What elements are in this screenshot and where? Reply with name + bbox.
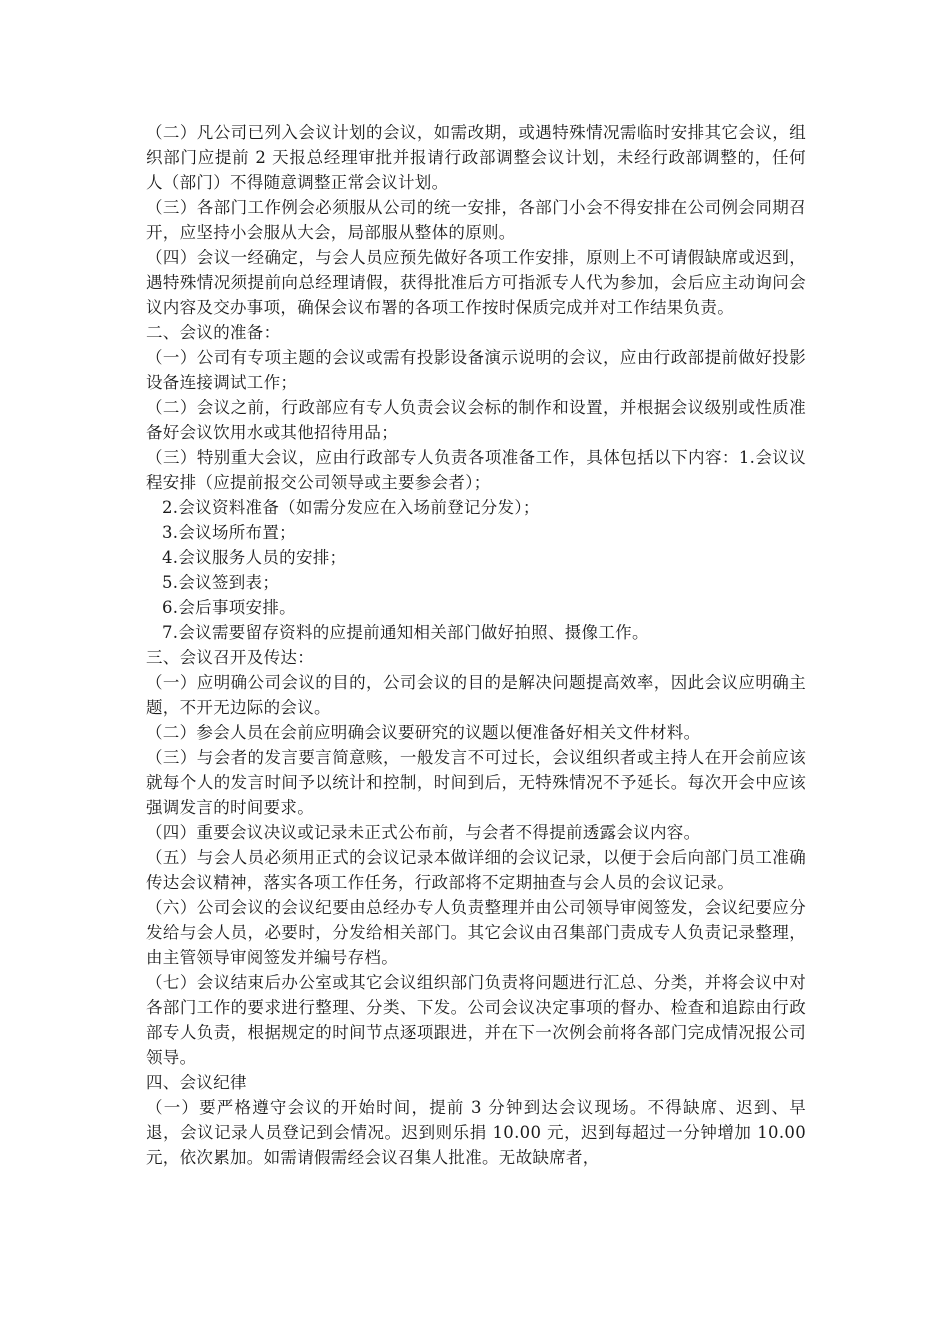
paragraph-confidentiality: （四）重要会议决议或记录未正式公布前，与会者不得提前透露会议内容。 (146, 823, 701, 842)
paragraph-major-meetings: （三）特别重大会议，应由行政部专人负责各项准备工作，具体包括以下内容：1.会议议程安排（应提前报交公司领导或主要参会者）； (146, 448, 806, 492)
paragraph-minutes-notes: （五）与会人员必须用正式的会议记录本做详细的会议记录，以便于会后向部门员工准确传达会议精神，落实各项工作任务，行政部将不定期抽查与会人员的会议记录。 (146, 848, 806, 892)
list-item: 3.会议场所布置； (162, 523, 296, 542)
paragraph-projector: （一）公司有专项主题的会议或需有投影设备演示说明的会议，应由行政部提前做好投影设备连接调试工作； (146, 348, 806, 392)
paragraph-minutes-distribution: （六）公司会议的会议纪要由总经办专人负责整理并由公司领导审阅签发，会议纪要应分发给与会人员，必要时，分发给相关部门。其它会议由召集部门责成专人负责记录整理，由主管领导审阅签发并编号存档。 (146, 898, 806, 967)
paragraph-department-meetings: （三）各部门工作例会必须服从公司的统一安排，各部门小会不得安排在公司例会同期召开，应坚持小会服从大会，局部服从整体的原则。 (146, 198, 806, 242)
paragraph-purpose: （一）应明确公司会议的目的，公司会议的目的是解决问题提高效率，因此会议应明确主题，不开无边际的会议。 (146, 673, 806, 717)
paragraph-follow-up: （七）会议结束后办公室或其它会议组织部门负责将问题进行汇总、分类，并将会议中对各部门工作的要求进行整理、分类、下发。公司会议决定事项的督办、检查和追踪由行政部专人负责，根据规定的时间节点逐项跟进，并在下一次例会前将各部门完成情况报公司领导。 (146, 973, 806, 1067)
paragraph-topics: （二）参会人员在会前应明确会议要研究的议题以便准备好相关文件材料。 (146, 723, 701, 742)
section-heading-convening: 三、会议召开及传达： (146, 648, 314, 667)
paragraph-speaking: （三）与会者的发言要言简意赅，一般发言不可过长，会议组织者或主持人在开会前应该就每个人的发言时间予以统计和控制，时间到后，无特殊情况不予延长。每次开会中应该强调发言的时间要求。 (146, 748, 806, 817)
list-item: 6.会后事项安排。 (162, 598, 296, 617)
list-item: 5.会议签到表； (162, 573, 280, 592)
paragraph-banner: （二）会议之前，行政部应有专人负责会议会标的制作和设置，并根据会议级别或性质准备好会议饮用水或其他招待用品； (146, 398, 806, 442)
document-page (146, 120, 806, 1170)
paragraph-rescheduling: （二）凡公司已列入会议计划的会议，如需改期，或遇特殊情况需临时安排其它会议，组织部门应提前 2 天报总经理审批并报请行政部调整会议计划，未经行政部调整的，任何人（部门）不得随意调整正常会议计划。 (146, 123, 806, 192)
section-heading-discipline: 四、会议纪律 (146, 1073, 247, 1092)
list-item: 4.会议服务人员的安排； (162, 548, 347, 567)
paragraph-attendance: （四）会议一经确定，与会人员应预先做好各项工作安排，原则上不可请假缺席或迟到，遇特殊情况须提前向总经理请假，获得批准后方可指派专人代为参加，会后应主动询问会议内容及交办事项，确保会议布署的各项工作按时保质完成并对工作结果负责。 (146, 248, 806, 317)
list-item: 2.会议资料准备（如需分发应在入场前登记分发）； (162, 498, 540, 517)
paragraph-punctuality: （一）要严格遵守会议的开始时间，提前 3 分钟到达会议现场。不得缺席、迟到、早退，会议记录人员登记到会情况。迟到则乐捐 10.00 元，迟到每超过一分钟增加 10.00 元，依次累加。如需请假需经会议召集人批准。无故缺席者， (146, 1098, 806, 1167)
section-heading-preparation: 二、会议的准备： (146, 323, 281, 342)
list-item: 7.会议需要留存资料的应提前通知相关部门做好拍照、摄像工作。 (162, 623, 649, 642)
